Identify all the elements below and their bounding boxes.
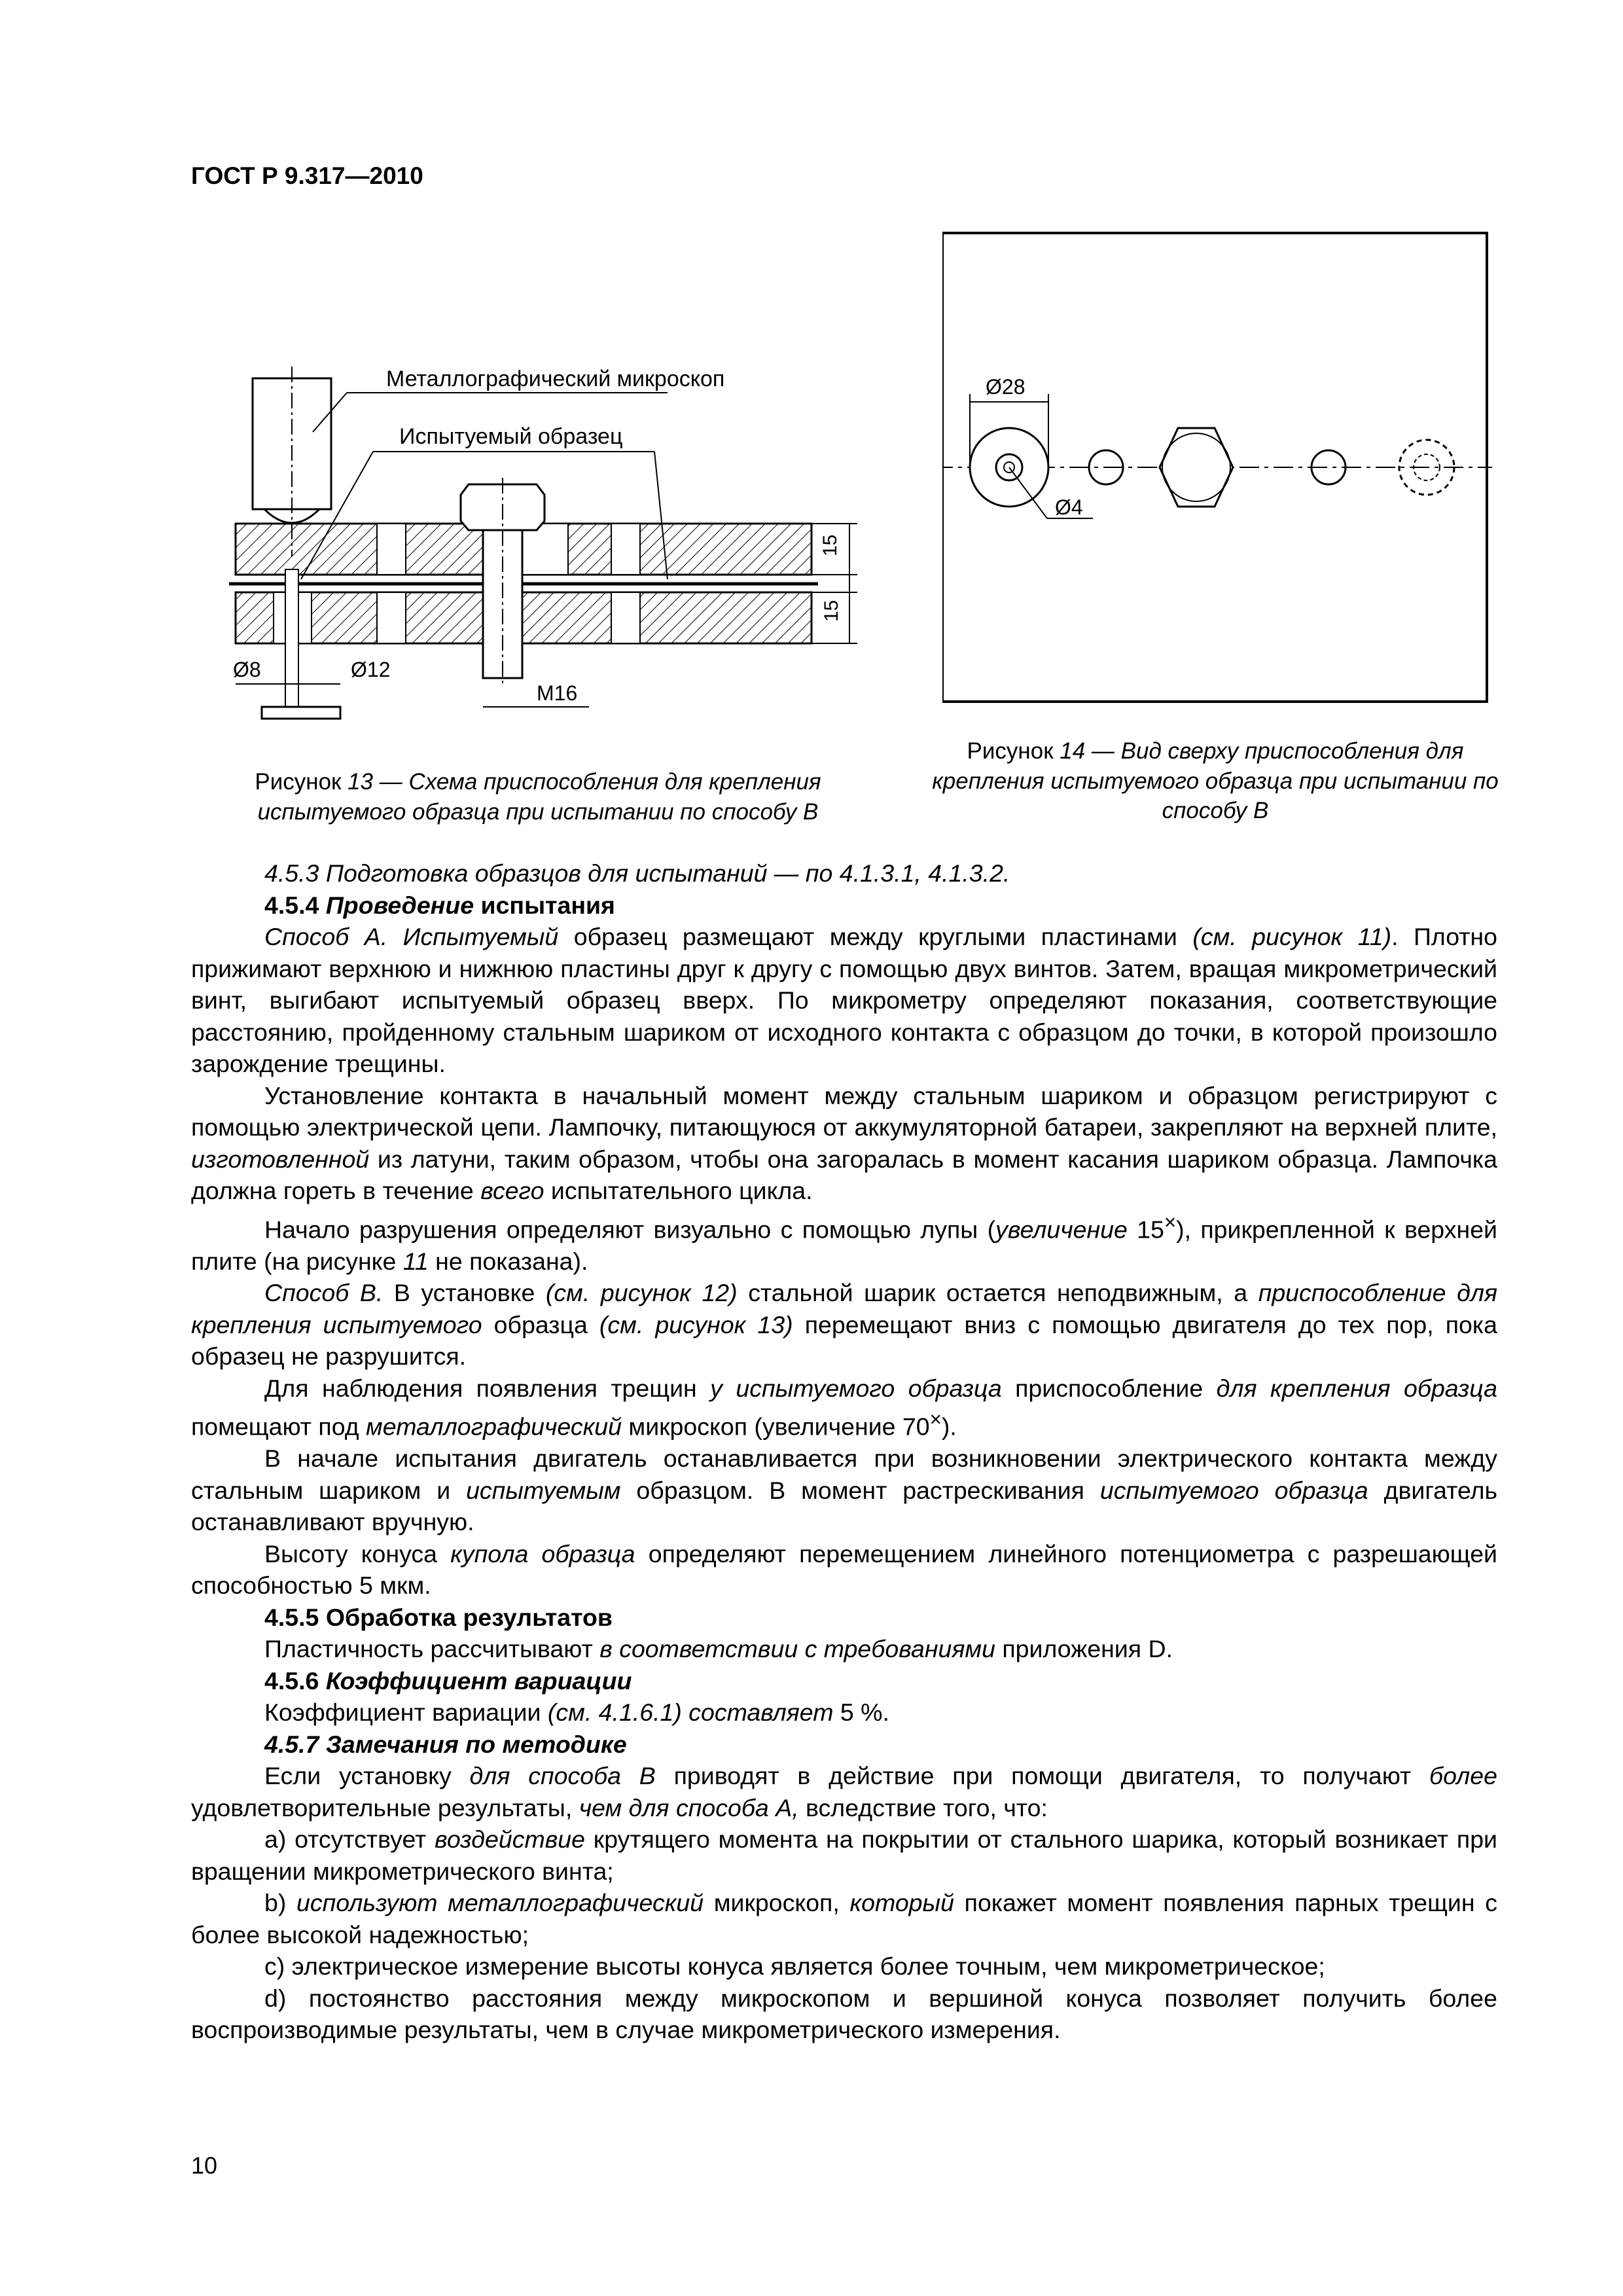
list-item-a: a) отсутствует воздействие крутящего момента на покрытии от стального шарика, который возникает при вращении микрометрического винта;: [191, 1825, 1497, 1885]
paragraph: В начале испытания двигатель останавливается при возникновении электрического контакта между стальным шариком и испытуемым образцом. В момент растрескивания испытуемого образца двигатель останавливают вручную.: [191, 1444, 1497, 1535]
body-text: [191, 857, 1497, 2046]
paragraph: Способ B. В установке (см. рисунок 12) стальной шарик остается неподвижным, а приспособление для крепления испытуемого образца (см. рисунок 13) перемещают вниз с помощью двигателя до тех пор, пока образец не разрушится.: [191, 1279, 1497, 1370]
paragraph: Начало разрушения определяют визуально с помощью лупы (увеличение 15×), прикрепленной к верхней плите (на рисунке 11 не показана).: [191, 1210, 1498, 1275]
dim-d28: Ø28: [986, 375, 1026, 399]
paragraph: Пластичность рассчитывают в соответствии с требованиями приложения D.: [264, 1635, 1173, 1662]
label-sample: Испытуемый образец: [399, 424, 623, 449]
figure-13-caption: Рисунок 13 — Схема приспособления для крепления испытуемого образца при испытании по способу B: [255, 769, 821, 825]
section-4-5-4-heading: 4.5.4 Проведение испытания: [264, 891, 615, 919]
figure-14-diagram: [942, 230, 1492, 741]
list-item-c: c) электрическое измерение высоты конуса является более точным, чем микрометрическое;: [264, 1952, 1325, 1980]
list-item-d: d) постоянство расстояния между микроскопом и вершиной конуса позволяет получить более воспроизводимые результаты, чем в случае микрометрического измерения.: [191, 1984, 1497, 2043]
label-microscope: Металлографический микроскоп: [386, 367, 725, 391]
section-4-5-6-heading: 4.5.6 Коэффициент вариации: [264, 1666, 632, 1695]
section-4-5-3: 4.5.3 Подготовка образцов для испытаний — по 4.1.3.1, 4.1.3.2.: [264, 859, 1010, 887]
page-number: 10: [191, 2152, 218, 2179]
paragraph: Высоту конуса купола образца определяют перемещением линейного потенциометра с разрешающей способностью 5 мкм.: [191, 1539, 1498, 1599]
dim-d4: Ø4: [1055, 495, 1083, 519]
dim-h1: 15: [819, 534, 841, 556]
document-header: ГОСТ Р 9.317—2010: [191, 162, 423, 189]
paragraph: Установление контакта в начальный момент между стальным шариком и образцом регистрируют с помощью электрической цепи. Лампочку, питающуюся от аккумуляторной батареи, закрепляют на верхней плите, изготовленной из латуни, таким образом, чтобы она загоралась в момент касания шариком образца. Лампочка должна гореть в течение всего испытательного цикла.: [191, 1081, 1497, 1204]
dim-m16: M16: [537, 681, 578, 705]
paragraph: Коэффициент вариации (см. 4.1.6.1) составляет 5 %.: [264, 1698, 889, 1726]
figure-13-diagram: [209, 340, 877, 746]
paragraph: Если установку для способа B приводят в действие при помощи двигателя, то получают более удовлетворительные результаты, чем для способа А, вследствие того, что:: [191, 1762, 1497, 1821]
dim-h2: 15: [821, 600, 842, 622]
paragraph: Способ А. Испытуемый образец размещают между круглыми пластинами (см. рисунок 11). Плотно прижимают верхнюю и нижнюю пластины друг к другу с помощью двух винтов. Затем, вращая микрометрический винт, выгибают испытуемый образец вверх. По микрометру определяют показания, соответствующие расстоянию, пройденному стальным шариком от исходного контакта с образцом до точки, в которой произошло зарождение трещины.: [191, 923, 1497, 1077]
section-4-5-5-heading: 4.5.5 Обработка результатов: [264, 1603, 613, 1631]
dim-d8: Ø8: [233, 658, 261, 681]
list-item-b: b) используют металлографический микроскоп, который покажет момент появления парных трещин с более высокой надежностью;: [191, 1889, 1497, 1948]
paragraph: Для наблюдения появления трещин у испытуемого образца приспособление для крепления образца помещают под металлографический микроскоп (увеличение 70×).: [191, 1374, 1497, 1441]
dim-d12: Ø12: [351, 658, 391, 681]
figure-14-caption: Рисунок 14 — Вид сверху приспособления для крепления испытуемого образца при испытании по способу B: [932, 738, 1499, 823]
section-4-5-7-heading: 4.5.7 Замечания по методике: [264, 1730, 627, 1758]
